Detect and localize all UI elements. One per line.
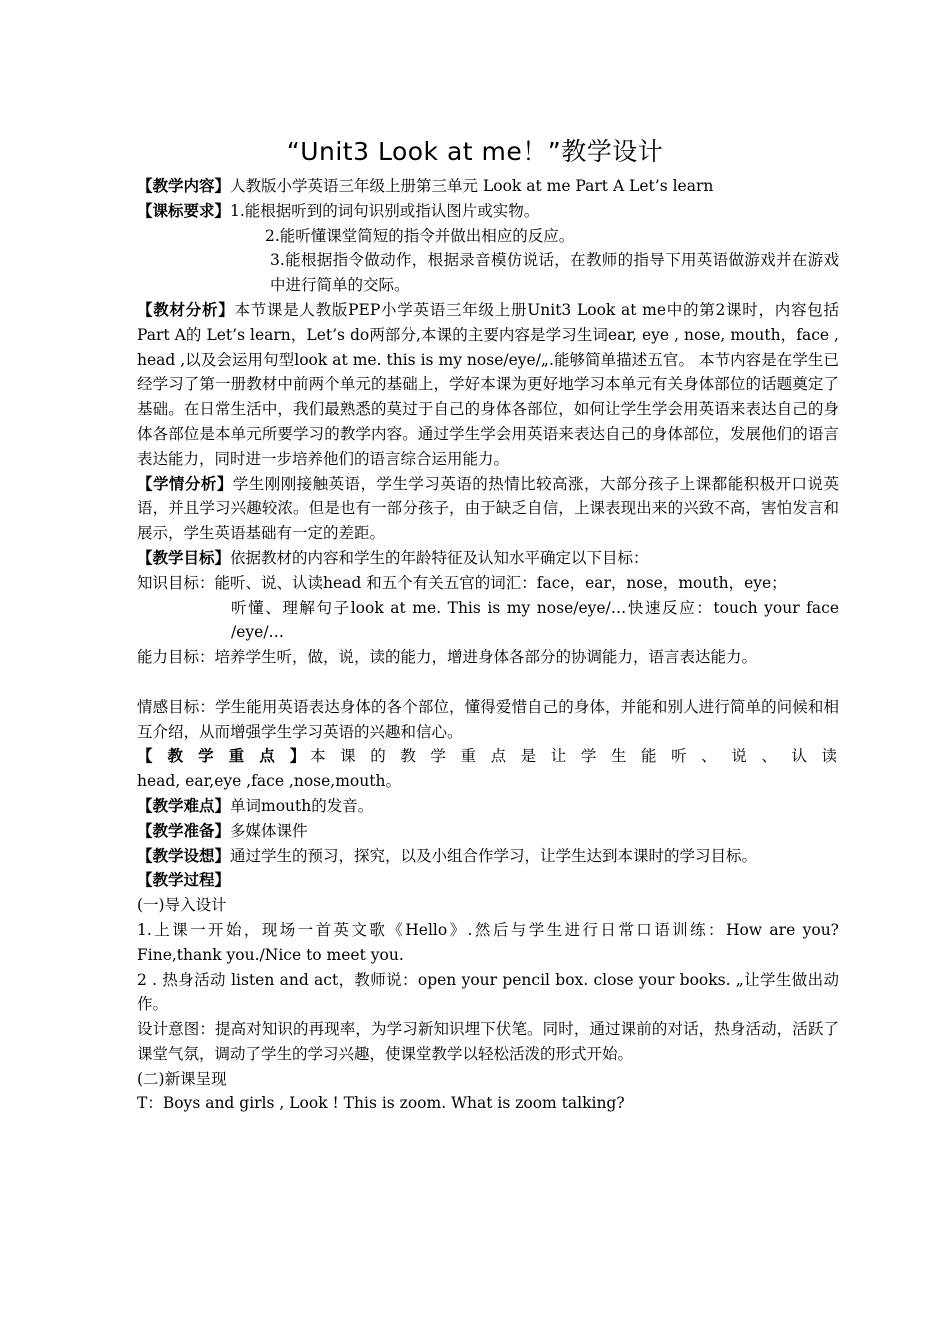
- analysis-paragraph: [137, 298, 839, 472]
- step1-item-1: 1.上课一开始，现场一首英文歌《Hello》.然后与学生进行日常口语训练：How are you? Fine,thank you./Nice to meet you.: [137, 920, 839, 964]
- prep-text: 多媒体课件: [230, 821, 308, 840]
- document-body: [137, 174, 839, 1116]
- goals-label: 【教学目标】: [137, 547, 231, 567]
- requirement-1: 1.能根据听到的词句识别或指认图片或实物。: [230, 201, 540, 220]
- step1-title: (一)导入设计: [137, 896, 227, 915]
- step1-intent: 设计意图：提高对知识的再现率，为学习新知识埋下伏笔。同时，通过课前的对话，热身活动，活跃了课堂气氛，调动了学生的学习兴趣，使课堂教学以轻松活泼的形式开始。: [137, 1020, 839, 1063]
- students-label: 【学情分析】: [137, 473, 233, 493]
- analysis-label: 【教材分析】: [137, 299, 235, 319]
- process-label: 【教学过程】: [137, 870, 231, 890]
- prep-paragraph: [137, 819, 839, 844]
- key-words: head, ear,eye ,face ,nose,mouth。: [137, 772, 401, 791]
- step2-title: (二)新课呈现: [137, 1069, 227, 1088]
- analysis-text: 本节课是人教版PEP小学英语三年级上册Unit3 Look at me中的第2课时，内容包括Part A的 Let’s learn，Let’s do两部分,本课的主要内容是学习生词ear, eye , nose, mouth，face , head ,以及会运用句型look at me. this is my nose/eye/„.能够简单描述五官。 本节内容是在学生已经学习了第一册教材中前两个单元的基础上，学好本课为更好地学习本单元有关身体部位的话题奠定了基础。在日常生活中，我们最熟悉的莫过于自己的身体各部位，如何让学生学会用英语来表达自己的身体各部位是本单元所要学习的教学内容。通过学生学会用英语来表达自己的身体部位，发展他们的语言表达能力，同时进一步培养他们的语言综合运用能力。: [137, 300, 839, 468]
- key-text: 本 课 的 教 学 重 点 是 让 学 生 能 听 、 说 、 认 读: [310, 747, 839, 766]
- knowledge-1: 能听、说、认读head 和五个有关五官的词汇：face，ear，nose，mouth，eye；: [214, 573, 787, 592]
- difficulty-text: 单词mouth的发音。: [230, 796, 374, 815]
- students-text: 学生刚刚接触英语，学生学习英语的热情比较高涨，大部分孩子上课都能积极开口说英语，并且学习兴趣较浓。但是也有一部分孩子，由于缺乏自信，上课表现出来的兴致不高，害怕发言和展示，学生英语基础有一定的差距。: [137, 474, 839, 543]
- content-text: 人教版小学英语三年级上册第三单元 Look at me Part A Let’s learn: [230, 177, 714, 195]
- requirement-3: 3.能根据指令做动作，根据录音模仿说话，在教师的指导下用英语做游戏并在游戏中进行简单的交际。: [270, 251, 839, 295]
- step2-item-1: T：Boys and girls , Look ! This is zoom. What is zoom talking?: [137, 1094, 625, 1113]
- difficulty-label: 【教学难点】: [137, 795, 231, 815]
- requirements-paragraph: [137, 199, 839, 224]
- key-label: 【 教 学 重 点 】: [137, 746, 311, 766]
- idea-label: 【教学设想】: [137, 845, 231, 865]
- knowledge-label: 知识目标：: [137, 573, 215, 592]
- goals-text: 依据教材的内容和学生的年龄特征及认知水平确定以下目标：: [230, 548, 649, 567]
- idea-text: 通过学生的预习，探究，以及小组合作学习，让学生达到本课时的学习目标。: [230, 846, 758, 865]
- step1-item-2: 2 . 热身活动 listen and act，教师说：open your pencil box. close your books. „让学生做出动作。: [137, 970, 839, 1014]
- emotion-goal: 情感目标：学生能用英语表达身体的各个部位，懂得爱惜自己的身体，并能和别人进行简单的问候和相互介绍，从而增强学生学习英语的兴趣和信心。: [137, 697, 839, 741]
- difficulty-paragraph: [137, 794, 839, 819]
- knowledge-goal: [137, 571, 839, 596]
- goals-paragraph: [137, 546, 839, 571]
- idea-paragraph: [137, 844, 839, 869]
- requirements-label: 【课标要求】: [137, 200, 231, 220]
- spacer: [137, 670, 839, 695]
- requirement-2: 2.能听懂课堂简短的指令并做出相应的反应。: [265, 226, 575, 245]
- content-label: 【教学内容】: [137, 176, 231, 195]
- document-title: “Unit3 Look at me！”教学设计: [286, 137, 664, 166]
- students-paragraph: [137, 472, 839, 546]
- ability-goal: 能力目标：培养学生听，做，说，读的能力，增进身体各部分的协调能力，语言表达能力。: [137, 648, 758, 667]
- knowledge-2: 听懂、理解句子look at me. This is my nose/eye/…快速反应：touch your face /eye/…: [231, 598, 839, 642]
- content-paragraph: [137, 174, 839, 199]
- key-paragraph: [137, 744, 839, 769]
- prep-label: 【教学准备】: [137, 820, 231, 840]
